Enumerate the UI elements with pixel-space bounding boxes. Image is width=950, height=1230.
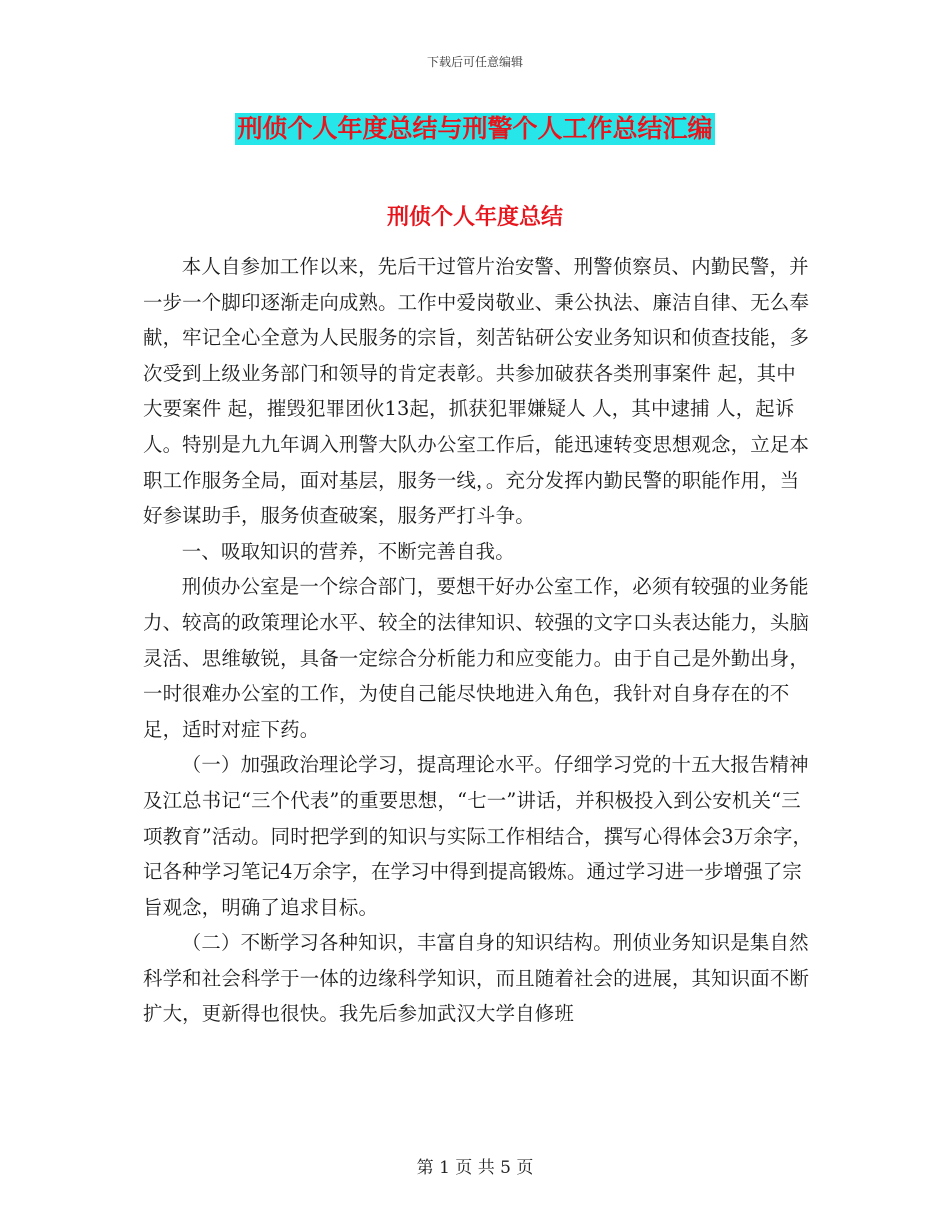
paragraph: （一）加强政治理论学习，提高理论水平。仔细学习党的十五大报告精神及江总书记“三个代表”的重要思想，“七一”讲话，并积极投入到公安机关“三项教育”活动。同时把学到的知识与实际工作相结合，撰写心得体会3万余字，记各种学习笔记4万余字，在学习中得到提高锻炼。通过学习进一步增强了宗旨观念，明确了追求目标。 [143,753,813,919]
document-title: 刑侦个人年度总结与刑警个人工作总结汇编 [237,114,713,143]
header-note: 下载后可任意编辑 [426,55,523,69]
paragraph: 刑侦办公室是一个综合部门，要想干好办公室工作，必须有较强的业务能力、较高的政策理论水平、较全的法律知识、较强的文字口头表达能力，头脑灵活、思维敏锐，具备一定综合分析能力和应变能力。由于自己是外勤出身，一时很难办公室的工作，为使自己能尽快地进入角色，我针对自身存在的不足，适时对症下药。 [143,575,810,741]
body-text [143,249,813,1032]
document-title-wrapper [0,113,950,145]
section-title: 刑侦个人年度总结 [386,205,563,230]
paragraph: 本人自参加工作以来，先后干过管片治安警、刑警侦察员、内勤民警，并一步一个脚印逐渐走向成熟。工作中爱岗敬业、秉公执法、廉洁自律、无么奉献，牢记全心全意为人民服务的宗旨，刻苦钻研公安业务知识和侦查技能，多次受到上级业务部门和领导的肯定表彰。共参加破获各类刑事案件 起，其中大要案件 起，摧毁犯罪团伙13起，抓获犯罪嫌疑人 人，其中逮捕 人，起诉 人。特别是九九年调入刑警大队办公室工作后，能迅速转变思想观念，立足本职工作服务全局，面对基层，服务一线，。充分发挥内勤民警的职能作用，当好参谋助手，服务侦查破案，服务严打斗争。 [143,255,810,528]
paragraph: （二）不断学习各种知识，丰富自身的知识结构。刑侦业务知识是集自然科学和社会科学于一体的边缘科学知识，而且随着社会的进展，其知识面不断扩大，更新得也很快。我先后参加武汉大学自修班 [143,931,810,1026]
paragraph: 一、吸取知识的营养，不断完善自我。 [181,539,515,563]
page-footer: 第 1 页 共 5 页 [416,1158,534,1178]
